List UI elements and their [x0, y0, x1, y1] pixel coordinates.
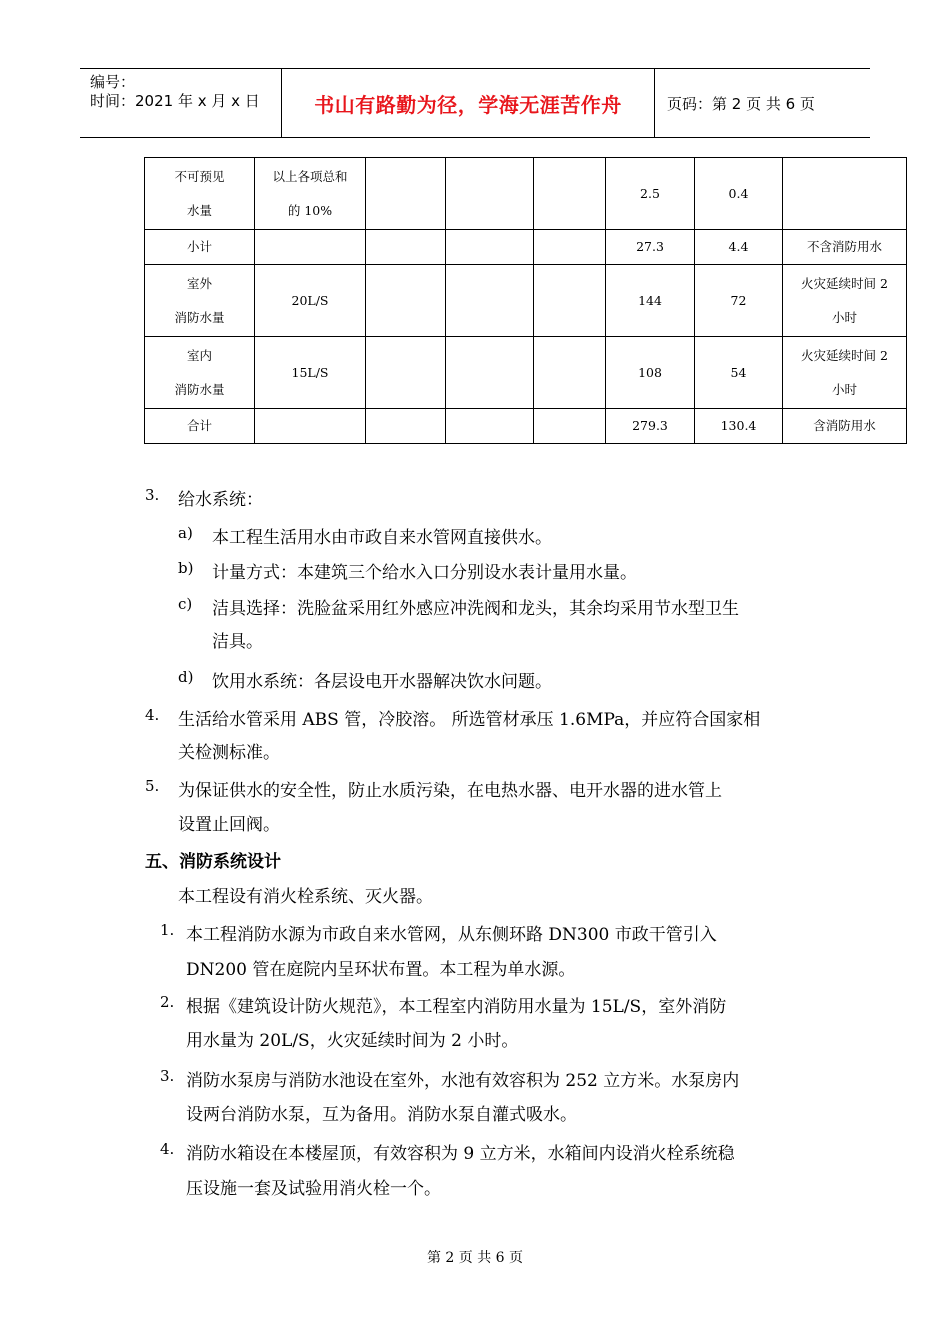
table-cell: [695, 265, 783, 337]
table-cell: [606, 409, 695, 444]
cell-text: 2.5: [640, 185, 660, 201]
table-cell: [446, 337, 534, 409]
table-cell: [366, 158, 446, 230]
cell-text: 144: [638, 292, 662, 308]
table-cell: [366, 230, 446, 265]
header-page-info: 页码：第 2 页 共 6 页: [667, 94, 815, 113]
table-cell: [446, 409, 534, 444]
table-cell: [366, 337, 446, 409]
table-cell: [145, 230, 255, 265]
table-cell: [695, 158, 783, 230]
fire-item-4-number: 4.: [160, 1140, 175, 1158]
cell-text: 4.4: [728, 239, 749, 254]
table-cell: [446, 265, 534, 337]
fire-item-1-text-line1: 本工程消防水源为市政自来水管网，从东侧环路 DN300 市政干管引入: [186, 925, 717, 945]
cell-text: 含消防用水: [813, 418, 876, 433]
table-cell: [145, 337, 255, 409]
water-usage-table: [144, 157, 907, 444]
table-cell: [255, 230, 366, 265]
page-footer: 第 2 页 共 6 页: [426, 1250, 524, 1266]
table-cell: [783, 337, 907, 409]
fire-item-3-number: 3.: [160, 1067, 175, 1085]
table-cell: [783, 265, 907, 337]
table-cell: [783, 158, 907, 230]
fire-item-1-text-line2: DN200 管在庭院内呈环状布置。本工程为单水源。: [186, 960, 576, 980]
table-cell: [534, 230, 606, 265]
table-cell: [606, 265, 695, 337]
cell-text: 小时: [831, 381, 857, 397]
item-c-text-line2: 洁具。: [212, 632, 263, 652]
table-cell: [695, 337, 783, 409]
table-cell: [255, 265, 366, 337]
cell-text: 合计: [186, 418, 212, 433]
cell-text: 室外: [186, 275, 212, 291]
cell-text: 以上各项总和: [272, 168, 348, 184]
item-4-number: 4.: [145, 706, 160, 724]
header-meta: [80, 69, 282, 137]
fire-item-2-number: 2.: [160, 993, 175, 1011]
cell-text: 108: [638, 364, 662, 380]
fire-item-1-number: 1.: [160, 921, 175, 939]
fire-item-4-text-line1: 消防水箱设在本楼屋顶，有效容积为 9 立方米，水箱间内设消火栓系统稳: [186, 1144, 735, 1164]
item-3-number: 3.: [145, 486, 160, 504]
item-c-text-line1: 洁具选择：洗脸盆采用红外感应冲洗阀和龙头，其余均采用节水型卫生: [212, 599, 739, 619]
table-cell: [695, 230, 783, 265]
item-4-text-line1: 生活给水管采用 ABS 管，冷胶溶。 所选管材承压 1.6MPa，并应符合国家相: [178, 710, 761, 730]
fire-item-3-text-line2: 设两台消防水泵，互为备用。消防水泵自灌式吸水。: [186, 1105, 577, 1125]
item-d-number: d): [178, 668, 194, 686]
cell-text: 室内: [186, 347, 212, 363]
item-5-text-line2: 设置止回阀。: [178, 815, 280, 835]
cell-text: 27.3: [636, 239, 664, 254]
table-row: [145, 409, 907, 444]
table-cell: [695, 409, 783, 444]
table-cell: [606, 337, 695, 409]
section-5-title: 五、消防系统设计: [145, 852, 281, 872]
serial-label: 编号：: [90, 73, 136, 91]
table-cell: [606, 158, 695, 230]
item-b-text: 计量方式：本建筑三个给水入口分别设水表计量用水量。: [212, 563, 637, 583]
table-cell: [534, 337, 606, 409]
table-row: [145, 265, 907, 337]
table-cell: [366, 409, 446, 444]
item-a-text: 本工程生活用水由市政自来水管网直接供水。: [212, 528, 552, 548]
fire-item-2-text-line1: 根据《建筑设计防火规范》，本工程室内消防用水量为 15L/S，室外消防: [186, 997, 727, 1017]
cell-text: 小计: [186, 239, 212, 254]
table-cell: [255, 409, 366, 444]
item-4-text-line2: 关检测标准。: [178, 743, 280, 763]
table-cell: [366, 265, 446, 337]
item-d-text: 饮用水系统：各层设电开水器解决饮水问题。: [212, 672, 552, 692]
page-header: [80, 68, 870, 138]
cell-text: 20L/S: [291, 292, 329, 308]
cell-text: 130.4: [720, 418, 757, 433]
table-cell: [446, 230, 534, 265]
table-cell: [145, 409, 255, 444]
table-cell: [255, 158, 366, 230]
cell-text: 小时: [831, 309, 857, 325]
item-3-text: 给水系统：: [178, 490, 263, 510]
time-label: 时间：2021 年 x 月 x 日: [90, 92, 260, 110]
cell-text: 279.3: [632, 418, 668, 433]
section-5-intro: 本工程设有消火栓系统、灭火器。: [178, 887, 433, 907]
cell-text: 不可预见: [174, 168, 225, 184]
cell-text: 的 10%: [287, 202, 333, 218]
cell-text: 火灾延续时间 2: [801, 275, 888, 291]
table-row: [145, 337, 907, 409]
table-cell: [145, 158, 255, 230]
item-a-number: a): [178, 524, 193, 542]
table-cell: [783, 230, 907, 265]
cell-text: 72: [730, 292, 747, 308]
item-5-number: 5.: [145, 777, 160, 795]
table-cell: [446, 158, 534, 230]
table-cell: [606, 230, 695, 265]
table-cell: [783, 409, 907, 444]
item-c-number: c): [178, 595, 193, 613]
table-cell: [534, 409, 606, 444]
cell-text: 0.4: [728, 185, 749, 201]
table-row: [145, 158, 907, 230]
header-motto: 书山有路勤为径，学海无涯苦作舟: [282, 69, 655, 137]
table-row: [145, 230, 907, 265]
table-cell: [534, 158, 606, 230]
cell-text: 54: [730, 364, 747, 380]
table-cell: [534, 265, 606, 337]
cell-text: 15L/S: [291, 364, 329, 380]
cell-text: 火灾延续时间 2: [801, 347, 888, 363]
cell-text: 不含消防用水: [806, 239, 882, 254]
item-5-text-line1: 为保证供水的安全性，防止水质污染，在电热水器、电开水器的进水管上: [178, 781, 722, 801]
fire-item-2-text-line2: 用水量为 20L/S，火灾延续时间为 2 小时。: [186, 1031, 519, 1051]
cell-text: 水量: [186, 202, 212, 218]
fire-item-4-text-line2: 压设施一套及试验用消火栓一个。: [186, 1179, 441, 1199]
table-cell: [145, 265, 255, 337]
fire-item-3-text-line1: 消防水泵房与消防水池设在室外，水池有效容积为 252 立方米。水泵房内: [186, 1071, 740, 1091]
table-cell: [255, 337, 366, 409]
cell-text: 消防水量: [174, 381, 225, 397]
item-b-number: b): [178, 559, 194, 577]
cell-text: 消防水量: [174, 309, 225, 325]
